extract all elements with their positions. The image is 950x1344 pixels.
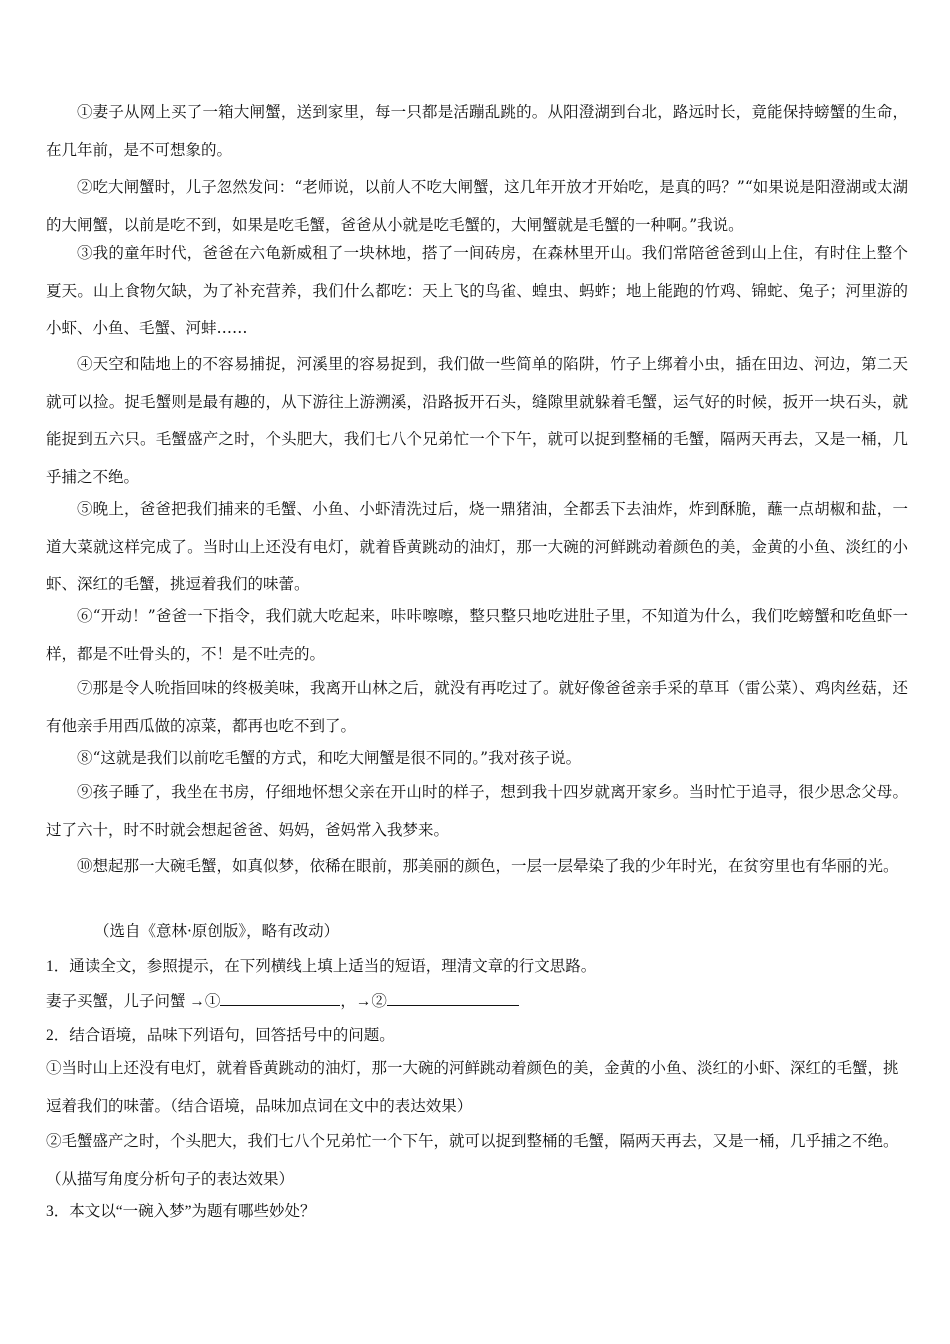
question-2-item-1: ①当时山上还没有电灯，就着昏黄跳动的油灯，那一大碗的河鲜跳动着颜色的美，金黄的小鱼、淡红的小虾、深红的毛蟹，挑逗着我们的味蕾。（结合语境，品味加点词在文中的表达效果） xyxy=(46,1060,899,1115)
paragraph-7: ⑦那是令人吮指回味的终极美味，我离开山林之后，就没有再吃过了。就好像爸爸亲手采的草耳（雷公菜）、鸡肉丝菇，还有他亲手用西瓜做的凉菜，都再也吃不到了。 xyxy=(46,679,908,735)
paragraph-6: ⑥“开动！”爸爸一下指令，我们就大吃起来，咔咔嚓嚓，整只整只地吃进肚子里，不知道为什么，我们吃螃蟹和吃鱼虾一样，都是不吐骨头的，不！是不吐壳的。 xyxy=(46,607,908,663)
answer-blank-2[interactable] xyxy=(387,987,519,1006)
article-source: （选自《意林·原创版》，略有改动） xyxy=(94,922,340,940)
paragraph-4: ④天空和陆地上的不容易捕捉，河溪里的容易捉到，我们做一些简单的陷阱，竹子上绑着小虫，插在田边、河边，第二天就可以捡。捉毛蟹则是最有趣的，从下游往上游溯溪，沿路扳开石头，缝隙里就躲着毛蟹，运气好的时候，扳开一块石头，就能捉到五六只。毛蟹盛产之时，个头肥大，我们七八个兄弟忙一个下午，就可以捉到整桶的毛蟹，隔两天再去，又是一桶，几乎捕之不绝。 xyxy=(46,355,908,486)
paragraph-8: ⑧“这就是我们以前吃毛蟹的方式，和吃大闸蟹是很不同的。”我对孩子说。 xyxy=(77,749,582,767)
paragraph-5: ⑤晚上，爸爸把我们捕来的毛蟹、小鱼、小虾清洗过后，烧一鼎猪油，全都丢下去油炸，炸到酥脆，蘸一点胡椒和盐，一道大菜就这样完成了。当时山上还没有电灯，就着昏黄跳动的油灯，那一大碗的河鲜跳动着颜色的美，金黄的小鱼、淡红的小虾、深红的毛蟹，挑逗着我们的味蕾。 xyxy=(46,500,908,593)
question-2-item-2: ②毛蟹盛产之时，个头肥大，我们七八个兄弟忙一个下午，就可以捉到整桶的毛蟹，隔两天再去，又是一桶，几乎捕之不绝。（从描写角度分析句子的表达效果） xyxy=(46,1133,899,1188)
question-1-lead: 妻子买蟹，儿子问蟹 →① xyxy=(46,993,221,1010)
question-2-title: 2．结合语境，品味下列语句，回答括号中的问题。 xyxy=(46,1027,395,1044)
paragraph-9: ⑨孩子睡了，我坐在书房，仔细地怀想父亲在开山时的样子，想到我十四岁就离开家乡。当时忙于追寻，很少思念父母。过了六十，时不时就会想起爸爸、妈妈，爸妈常入我梦来。 xyxy=(46,783,908,839)
paragraph-2: ②吃大闸蟹时，儿子忽然发问：“老师说，以前人不吃大闸蟹，这几年开放才开始吃，是真的吗？”“如果说是阳澄湖或太湖的大闸蟹，以前是吃不到，如果是吃毛蟹，爸爸从小就是吃毛蟹的，大闸蟹就是毛蟹的一种啊。”我说。 xyxy=(46,178,908,234)
question-3-title: 3．本文以“一碗入梦”为题有哪些妙处？ xyxy=(46,1203,316,1220)
question-1-answer-line xyxy=(46,983,908,1021)
paragraph-1: ①妻子从网上买了一箱大闸蟹，送到家里，每一只都是活蹦乱跳的。从阳澄湖到台北，路远时长，竟能保持螃蟹的生命，在几年前，是不可想象的。 xyxy=(46,103,908,159)
paragraph-10: ⑩想起那一大碗毛蟹，如真似梦，依稀在眼前，那美丽的颜色，一层一层晕染了我的少年时光，在贫穷里也有华丽的光。 xyxy=(77,857,899,875)
answer-blank-1[interactable] xyxy=(220,987,340,1006)
paragraph-3: ③我的童年时代，爸爸在六龟新威租了一块林地，搭了一间砖房，在森林里开山。我们常陪爸爸到山上住，有时住上整个夏天。山上食物欠缺，为了补充营养，我们什么都吃：天上飞的鸟雀、蝗虫、蚂蚱；地上能跑的竹鸡、锦蛇、兔子；河里游的小虾、小鱼、毛蟹、河蚌…… xyxy=(46,244,908,337)
question-1-separator: ，→② xyxy=(340,993,387,1010)
question-1-title: 1．通读全文，参照提示，在下列横线上填上适当的短语，理清文章的行文思路。 xyxy=(46,958,597,975)
